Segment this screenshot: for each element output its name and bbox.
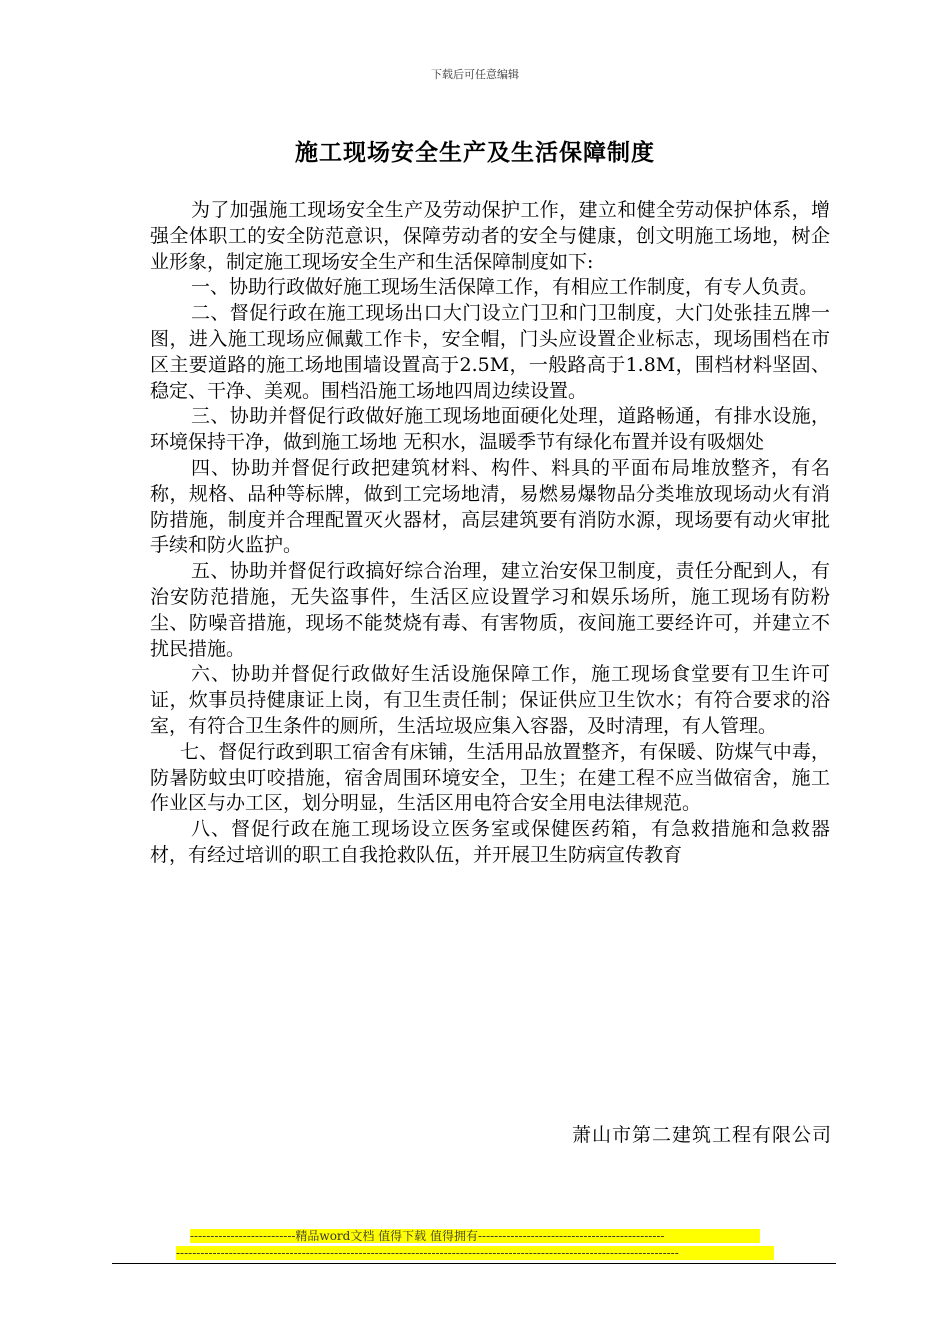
document-title: 施工现场安全生产及生活保障制度 (295, 140, 655, 166)
paragraph-8: 八、督促行政在施工现场设立医务室或保健医药箱，有急救措施和急救器材，有经过培训的职工自我抢救队伍，并开展卫生防病宣传教育 (150, 818, 830, 866)
header-note: 下载后可任意编辑 (431, 68, 519, 81)
company-signature: 萧山市第二建筑工程有限公司 (571, 1124, 832, 1146)
footer-banner: --------------------------精品word文档 值得下载 值得拥有---------------------------------------------- (190, 1229, 760, 1243)
paragraph-2: 二、督促行政在施工现场出口大门设立门卫和门卫制度，大门处张挂五牌一图，进入施工现场应佩戴工作卡，安全帽，门头应设置企业标志，现场围档在市区主要道路的施工场地围墙设置高于2.5M，一般路高于1.8M，围档材料坚固、稳定、干净、美观。围档沿施工场地四周边续设置。 (150, 302, 830, 402)
paragraph-3: 三、协助并督促行政做好施工现场地面硬化处理，道路畅通，有排水设施，环境保持干净，做到施工场地 无积水，温暖季节有绿化布置并设有吸烟处 (150, 405, 830, 454)
paragraph-4: 四、协助并督促行政把建筑材料、构件、料具的平面布局堆放整齐，有名称，规格、品种等标牌，做到工完场地清，易燃易爆物品分类堆放现场动火有消防措施，制度并合理配置灭火器材，高层建筑要有消防水源，现场要有动火审批手续和防火监护。 (150, 456, 830, 557)
paragraph-5: 五、协助并督促行政搞好综合治理，建立治安保卫制度，责任分配到人，有治安防范措施，无失盗事件，生活区应设置学习和娱乐场所，施工现场有防粉尘、防噪音措施，现场不能焚烧有毒、有害物质，夜间施工要经许可，并建立不扰民措施。 (150, 560, 830, 660)
bottom-divider (112, 1263, 836, 1264)
paragraph-1: 一、协助行政做好施工现场生活保障工作，有相应工作制度，有专人负责。 (191, 276, 819, 299)
paragraph-intro: 为了加强施工现场安全生产及劳动保护工作，建立和健全劳动保护体系，增强全体职工的安全防范意识，保障劳动者的安全与健康，创文明施工场地，树企业形象，制定施工现场安全生产和生活保障制度如下: (150, 199, 830, 273)
paragraph-7: 七、督促行政到职工宿舍有床铺，生活用品放置整齐，有保暖、防煤气中毒，防暑防蚊虫叮咬措施，宿舍周围环境安全，卫生；在建工程不应当做宿舍，施工作业区与办工区，划分明显，生活区用电符合安全用电法律规范。 (150, 740, 830, 815)
document-body (150, 198, 830, 869)
footer-dashes: ---------------------------------------------------------------------------------------------------------------------------- (176, 1246, 774, 1260)
paragraph-6: 六、协助并督促行政做好生活设施保障工作，施工现场食堂要有卫生许可证，炊事员持健康证上岗，有卫生责任制；保证供应卫生饮水；有符合要求的浴室，有符合卫生条件的厕所，生活垃圾应集入容器，及时清理，有人管理。 (150, 663, 830, 737)
